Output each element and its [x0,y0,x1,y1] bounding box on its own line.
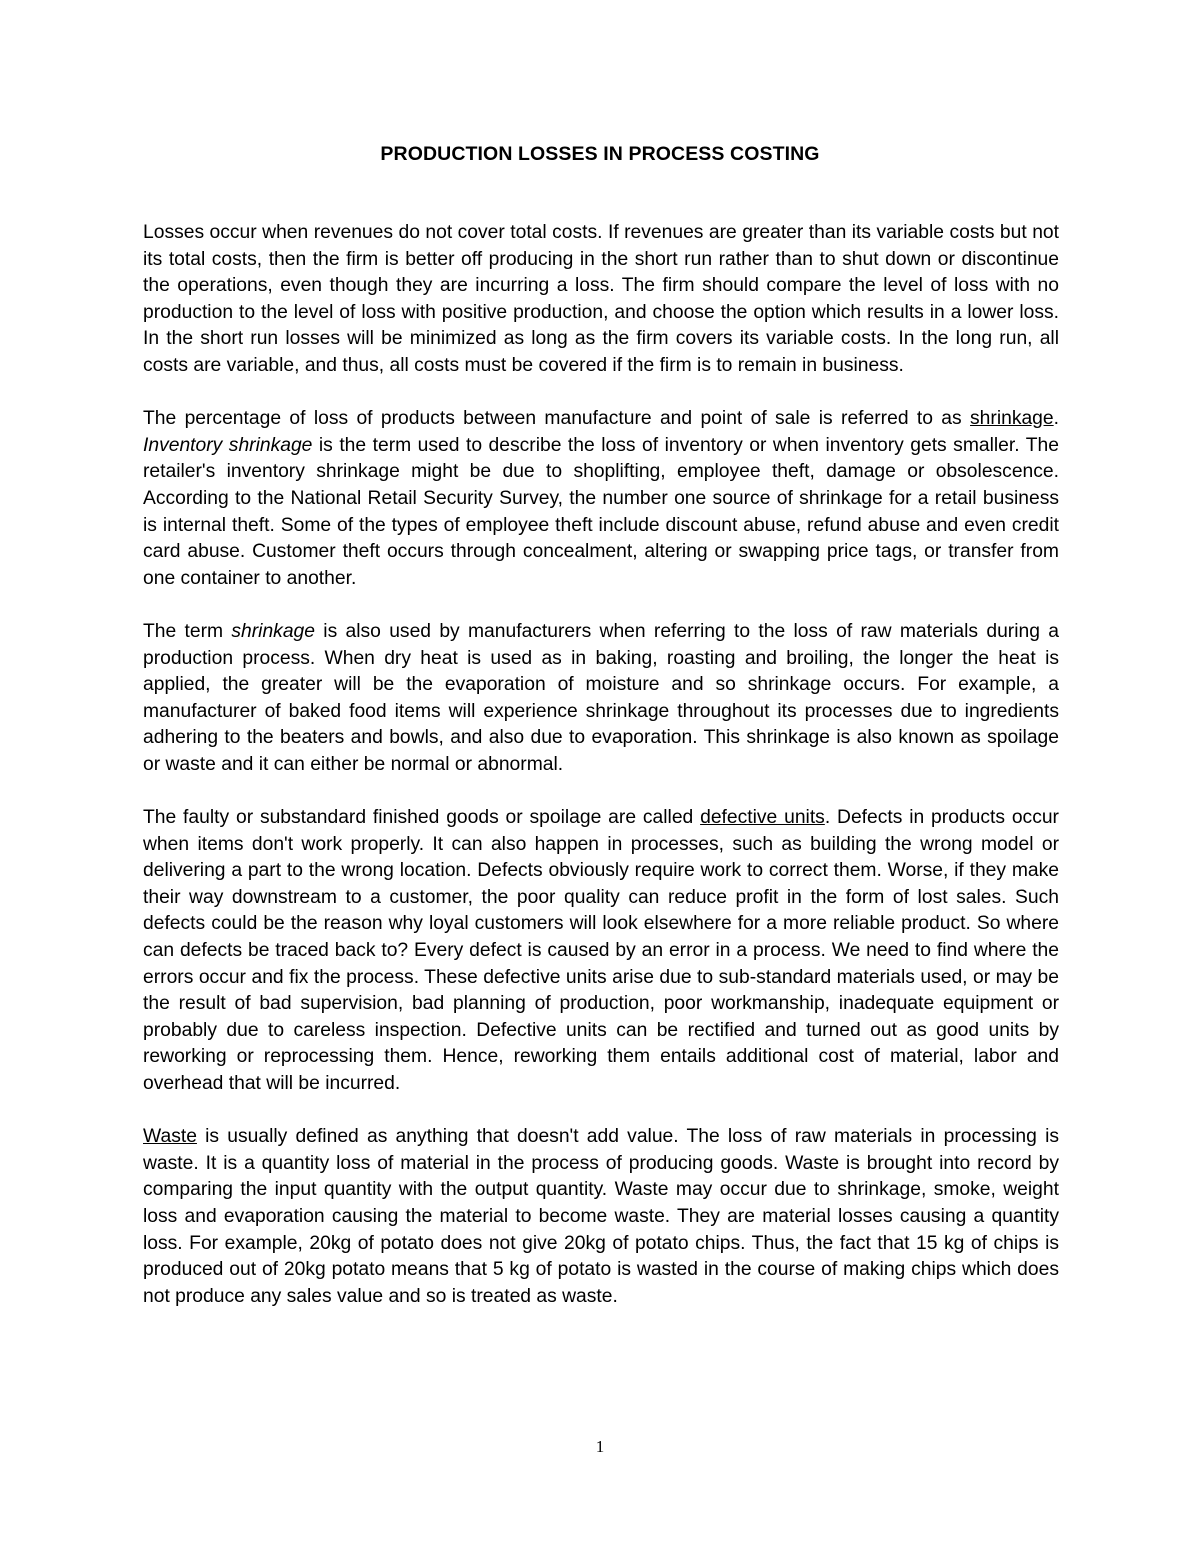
term-shrinkage-italic: shrinkage [231,620,315,642]
paragraph-waste [143,1124,1059,1310]
paragraph-waste-text: is usually defined as anything that doesn't add value. The loss of raw materials in processing is waste. It is a quantity loss of material in the process of producing goods. Waste is brought into record by comparing the input quantity with the output quantity. Waste may occur due to shrinkage, smoke, weight loss and evaporation causing the material to become waste. They are material losses causing a quantity loss. For example, 20kg of potato does not give 20kg of potato chips. Thus, the fact that 15 kg of chips is produced out of 20kg potato means that 5 kg of potato is wasted in the course of making chips which does not produce any sales value and so is treated as waste. [143,1126,1059,1307]
paragraph-defective-text-b: . Defects in products occur when items don't work properly. It can also happen in processes, such as building the wrong model or delivering a part to the wrong location. Defects obviously require work to correct them. Worse, if they make their way downstream to a customer, the poor quality can reduce profit in the form of lost sales. Such defects could be the reason why loyal customers will look elsewhere for a more reliable product. So where can defects be traced back to? Every defect is caused by an error in a process. We need to find where the errors occur and fix the process. These defective units arise due to sub-standard materials used, or may be the result of bad supervision, bad planning of production, poor workmanship, inadequate equipment or probably due to careless inspection. Defective units can be rectified and turned out as good units by reworking or reprocessing them. Hence, reworking them entails additional cost of material, labor and overhead that will be incurred. [143,807,1059,1094]
paragraph-manufacturing-text-a: The term [143,620,232,642]
paragraph-shrinkage-text-c: is the term used to describe the loss of inventory or when inventory gets smaller. The retailer's inventory shrinkage might be due to shoplifting, employee theft, damage or obsolescence. According to the National Retail Security Survey, the number one source of shrinkage for a retail business is internal theft. Some of the types of employee theft include discount abuse, refund abuse and even credit card abuse. Customer theft occurs through concealment, altering or swapping price tags, or transfer from one container to another. [143,434,1059,589]
paragraph-losses [143,220,1059,380]
paragraph-manufacturing-text-b: is also used by manufacturers when referring to the loss of raw materials during a production process. When dry heat is used as in baking, roasting and broiling, the longer the heat is applied, the greater will be the evaporation of moisture and so shrinkage occurs. For example, a manufacturer of baked food items will experience shrinkage throughout its processes due to ingredients adhering to the beaters and bowls, and also due to evaporation. This shrinkage is also known as spoilage or waste and it can either be normal or abnormal. [143,620,1059,775]
paragraph-losses-text: Losses occur when revenues do not cover total costs. If revenues are greater than its variable costs but not its total costs, then the firm is better off producing in the short run rather than to shut down or discontinue the operations, even though they are incurring a loss. The firm should compare the level of loss with no production to the level of loss with positive production, and choose the option which results in a lower loss. In the short run losses will be minimized as long as the firm covers its variable costs. In the long run, all costs are variable, and thus, all costs must be covered if the firm is to remain in business. [143,222,1059,376]
term-shrinkage-underlined: shrinkage [970,408,1054,430]
paragraph-defective-units [143,805,1059,1098]
term-inventory-shrinkage: Inventory shrinkage [143,434,313,456]
paragraph-shrinkage-text-a: The percentage of loss of products between manufacture and point of sale is referred to as [143,408,971,430]
document-title: PRODUCTION LOSSES IN PROCESS COSTING [380,143,820,165]
term-defective-units: defective units [700,807,825,829]
paragraph-defective-text-a: The faulty or substandard finished goods or spoilage are called [143,807,701,829]
paragraph-manufacturing-shrinkage [143,619,1059,779]
paragraph-shrinkage [143,406,1059,592]
page-number: 1 [595,1437,605,1456]
document-body [143,220,1059,1337]
term-waste: Waste [143,1126,197,1148]
paragraph-shrinkage-text-b: . [1053,408,1059,430]
